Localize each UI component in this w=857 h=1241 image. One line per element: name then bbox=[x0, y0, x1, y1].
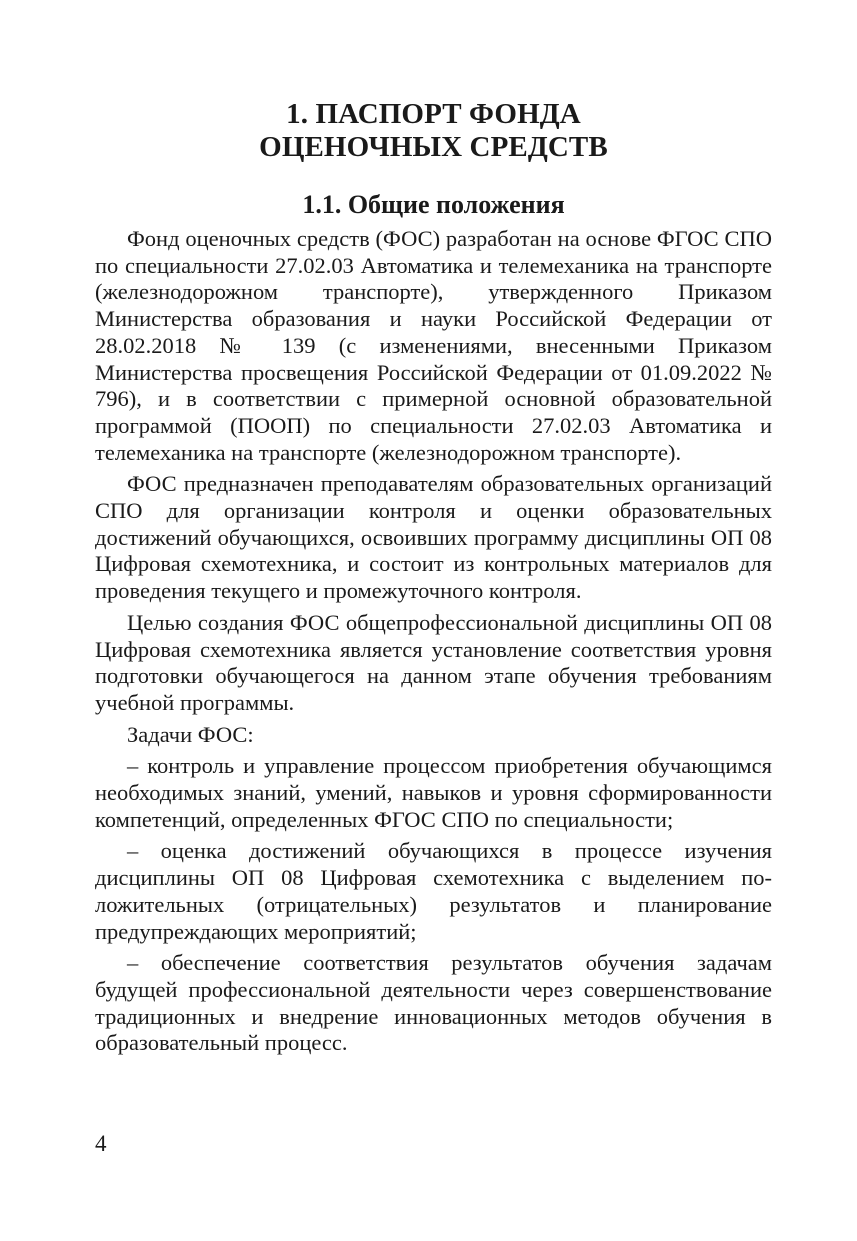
chapter-title bbox=[95, 98, 772, 164]
paragraph-fos-purpose: ФОС предназначен преподавателям образовательных организаций СПО для организации контроля и оценки образовательных достижений обучающихся, освоивших программу дисциплины ОП 08 Цифровая схемотехника, и состоит из контрольных материалов для проведения текущего и промежуточного контроля. bbox=[95, 471, 772, 604]
paragraph-fos-basis: Фонд оценочных средств (ФОС) разработан на основе ФГОС СПО по специальности 27.02.03 Автоматика и телемеханика на транспорте (железнодорожном транспорте), утвержденного Приказом Министерства образования и науки Российской Федерации от 28.02.2018 № 139 (с изменениями, внесенными Приказом Министерства просвещения Российской Федерации от 01.09.2022 № 796), и в соответствии с примерной основной образовательной программой (ПООП) по специальности 27.02.03 Автоматика и телемеханика на транспорте (железнодорожном транспорте). bbox=[95, 226, 772, 465]
section-title: 1.1. Общие положения bbox=[302, 190, 565, 219]
list-item-task-compliance: – обеспечение соответствия результатов обучения задачам будущей профессиональной деятельности через совершенствование традиционных и внедрение инновационных методов обучения в образовательный процесс. bbox=[95, 950, 772, 1056]
body-text bbox=[95, 226, 772, 1057]
paragraph-tasks-heading: Задачи ФОС: bbox=[127, 721, 254, 747]
list-item-task-assessment: – оценка достижений обучающихся в процессе изучения дисциплины ОП 08 Цифровая схемотехника с выделением положительных (отрицательных) результатов и планирование предупреждающих мероприятий; bbox=[95, 838, 772, 944]
page-number: 4 bbox=[95, 1131, 107, 1156]
chapter-title-line-1: 1. ПАСПОРТ ФОНДА bbox=[286, 98, 581, 130]
list-item-task-control: – контроль и управление процессом приобретения обучающимся необходимых знаний, умений, навыков и уровня сформированности компетенций, определенных ФГОС СПО по специальности; bbox=[95, 753, 772, 832]
chapter-title-line-2: ОЦЕНОЧНЫХ СРЕДСТВ bbox=[259, 131, 608, 163]
paragraph-fos-goal: Целью создания ФОС общепрофессиональной дисциплины ОП 08 Цифровая схемотехника является установление соответствия уровня подготовки обучающегося на данном этапе обучения требованиям учебной программы. bbox=[95, 609, 772, 715]
